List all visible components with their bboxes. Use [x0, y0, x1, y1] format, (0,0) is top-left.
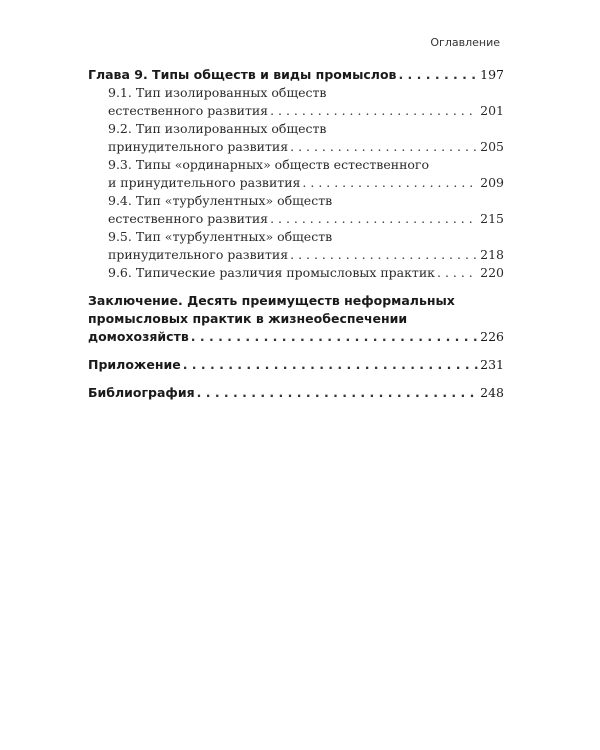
dot-leader: [270, 102, 478, 120]
toc-page-number: 226: [480, 329, 504, 344]
toc-entry-title-cont: промысловых практик в жизнеобеспечении: [88, 311, 408, 326]
running-head: Оглавление: [430, 36, 500, 49]
toc-page-number: 201: [480, 103, 504, 118]
toc-entry-chapter-9[interactable]: [88, 66, 504, 84]
toc-entry-title-cont: принудительного развития: [108, 247, 289, 262]
toc-entry-conclusion[interactable]: [88, 292, 504, 346]
toc-entry-title: Приложение: [88, 357, 181, 372]
toc-entry-title: Глава 9. Типы обществ и виды промыслов: [88, 67, 397, 82]
dot-leader: [290, 138, 478, 156]
dot-leader: [197, 384, 479, 402]
toc-entry-title-cont: принудительного развития: [108, 139, 289, 154]
toc-page-number: 197: [480, 67, 504, 82]
dot-leader: [191, 328, 478, 346]
toc-entry-title: 9.1. Тип изолированных обществ: [108, 85, 327, 100]
toc-entry-9-3[interactable]: [88, 156, 504, 192]
spacer: [88, 346, 504, 356]
toc-entry-title: 9.5. Тип «турбулентных» обществ: [108, 229, 333, 244]
dot-leader: [290, 246, 478, 264]
toc-entry-title: 9.6. Типические различия промысловых практик: [108, 265, 435, 280]
dot-leader: [302, 174, 478, 192]
toc-entry-9-6[interactable]: [88, 264, 504, 282]
toc-entry-title: Библиография: [88, 385, 195, 400]
toc-entry-title-cont: домохозяйств: [88, 329, 189, 344]
toc-entry-9-4[interactable]: [88, 192, 504, 228]
toc-page-number: 209: [480, 175, 504, 190]
dot-leader: [437, 264, 478, 282]
toc-entry-title: 9.4. Тип «турбулентных» обществ: [108, 193, 333, 208]
toc-page-number: 205: [480, 139, 504, 154]
toc-entry-title: 9.2. Тип изолированных обществ: [108, 121, 327, 136]
spacer: [88, 282, 504, 292]
spacer: [88, 374, 504, 384]
toc-entry-9-5[interactable]: [88, 228, 504, 264]
table-of-contents: [88, 66, 504, 402]
toc-page-number: 231: [480, 357, 504, 372]
dot-leader: [270, 210, 478, 228]
toc-entry-9-1[interactable]: [88, 84, 504, 120]
toc-entry-bibliography[interactable]: [88, 384, 504, 402]
toc-entry-title-cont: и принудительного развития: [108, 175, 301, 190]
dot-leader: [183, 356, 478, 374]
toc-entry-title-cont: естественного развития: [108, 103, 269, 118]
toc-entry-title: 9.3. Типы «ординарных» обществ естественного: [108, 157, 430, 172]
toc-page-number: 248: [480, 385, 504, 400]
toc-entry-9-2[interactable]: [88, 120, 504, 156]
toc-page-number: 215: [480, 211, 504, 226]
toc-page-number: 220: [480, 265, 504, 280]
toc-entry-title-cont: естественного развития: [108, 211, 269, 226]
dot-leader: [398, 66, 478, 84]
toc-page-number: 218: [480, 247, 504, 262]
toc-entry-title: Заключение. Десять преимуществ неформальных: [88, 293, 455, 308]
toc-entry-appendix[interactable]: [88, 356, 504, 374]
